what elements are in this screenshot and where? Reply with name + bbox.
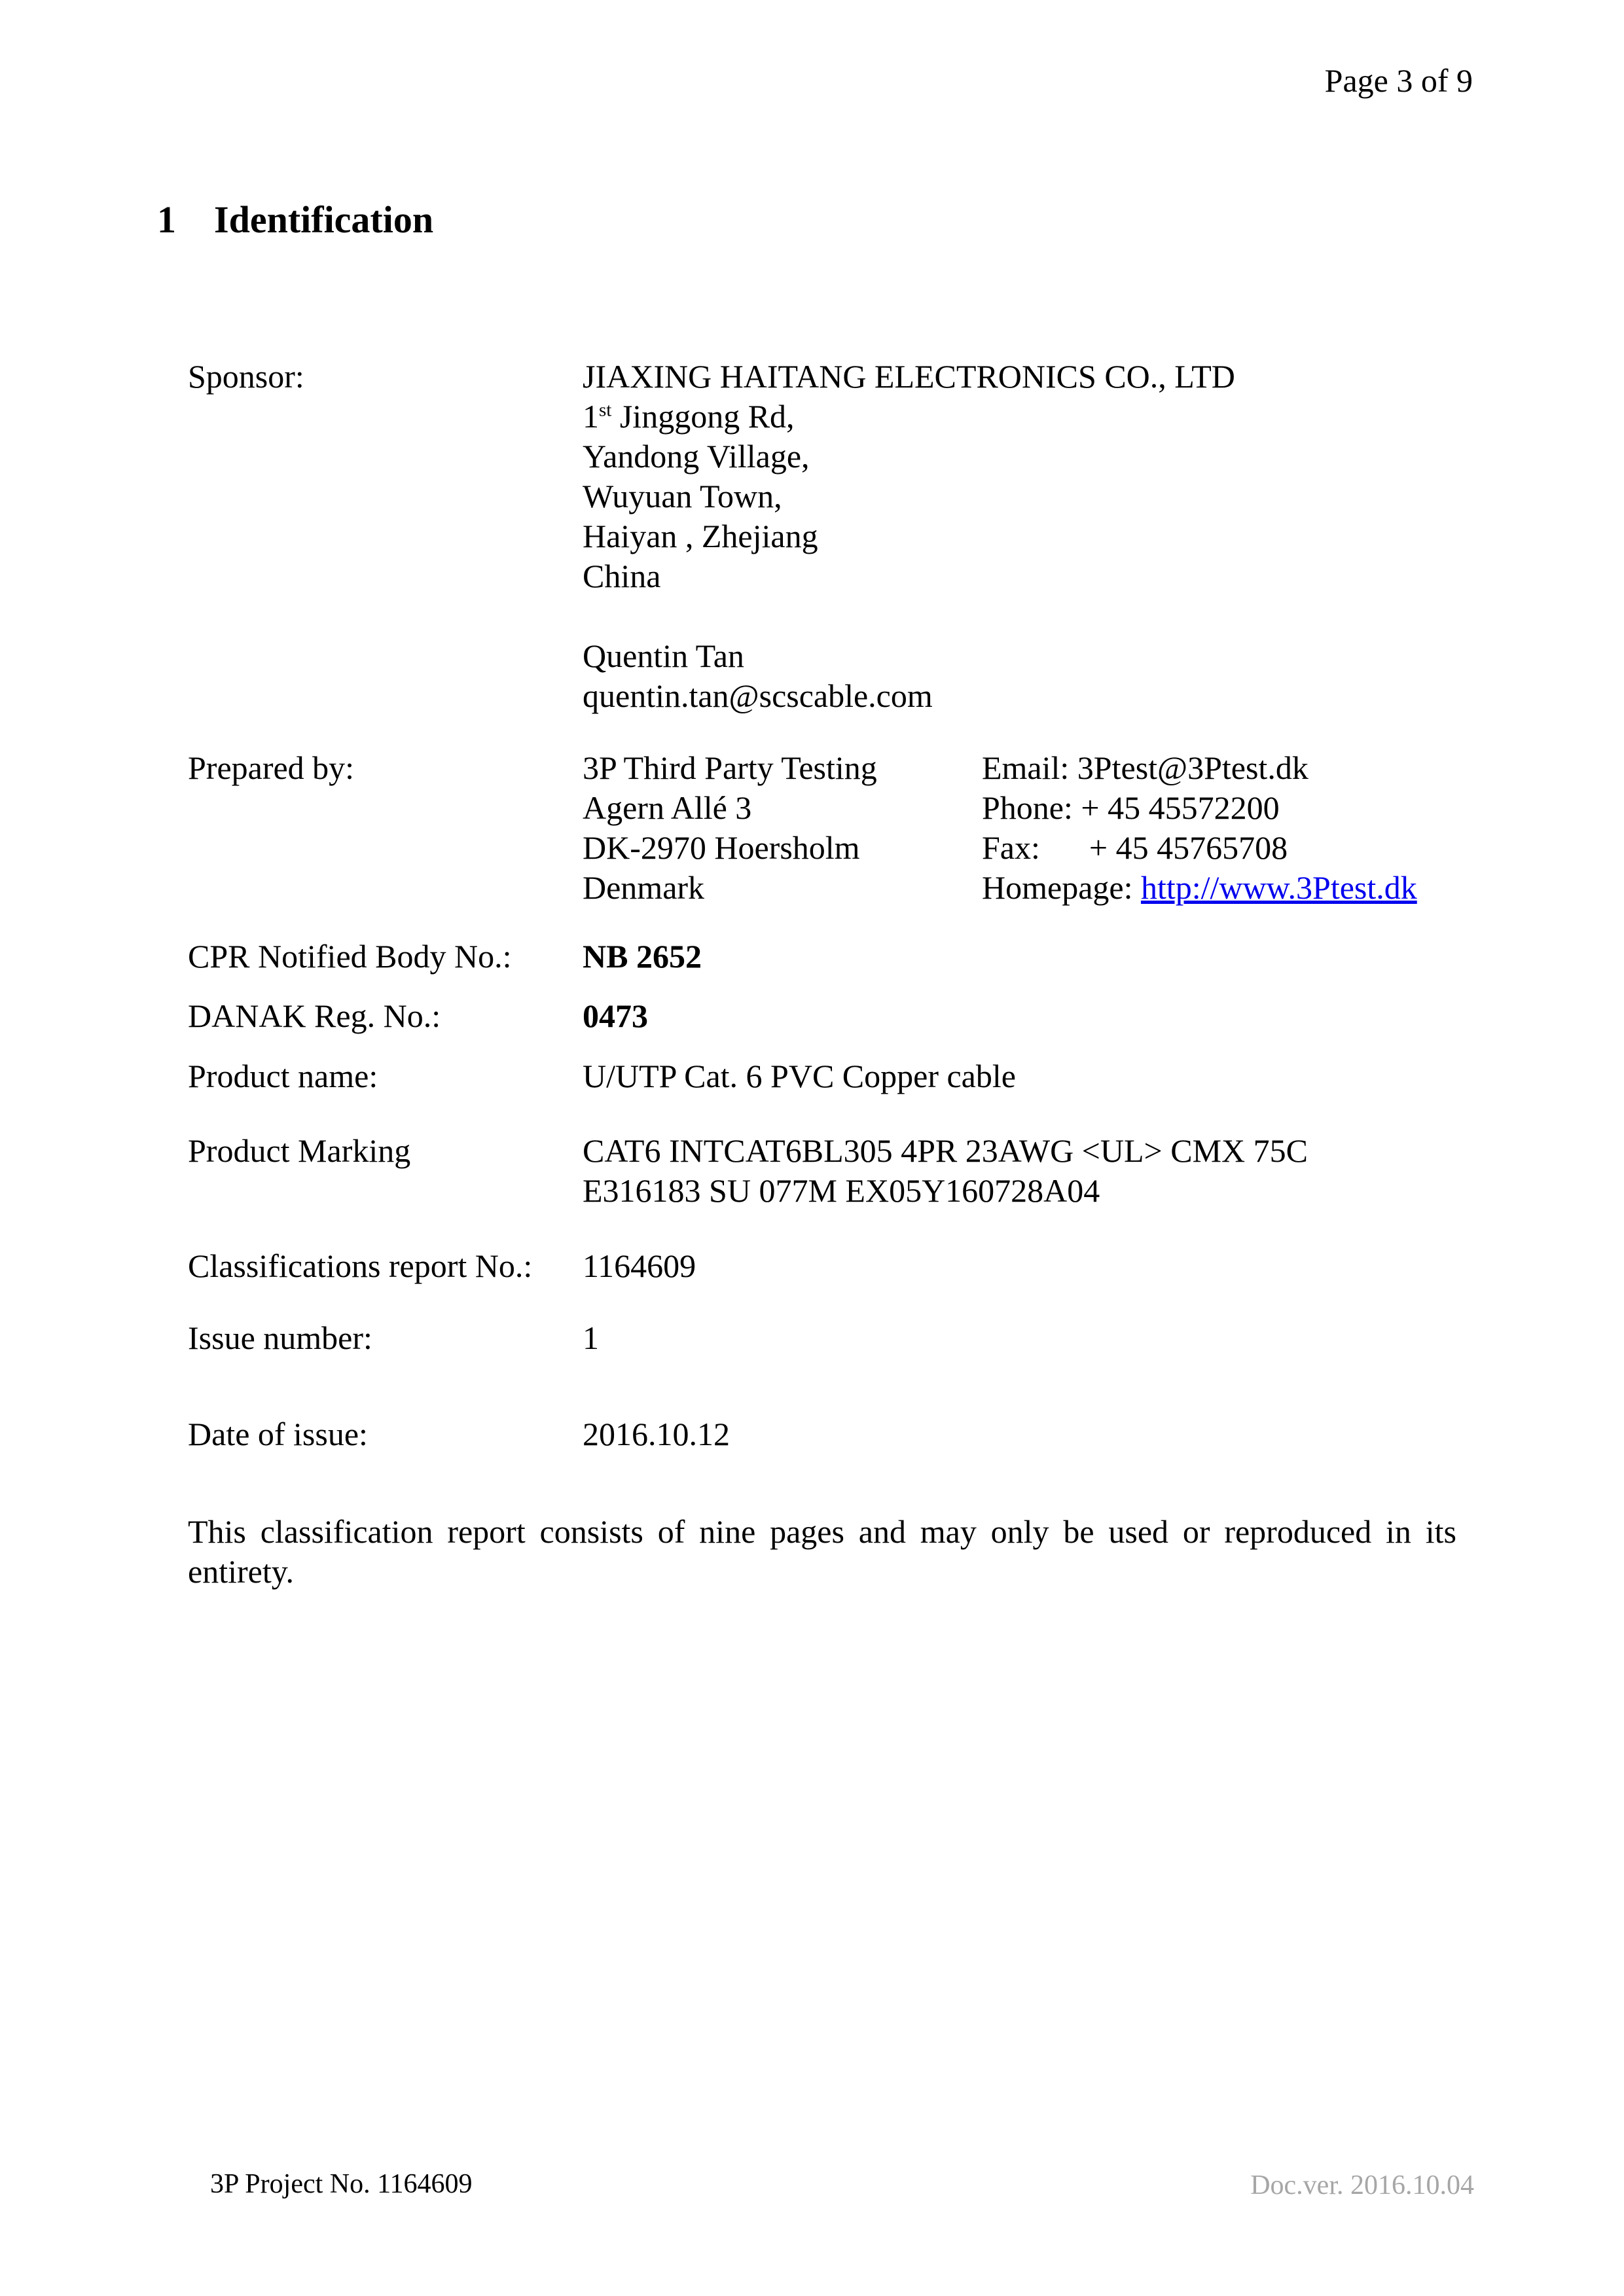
street-number: 1: [583, 398, 599, 435]
prepared-by-org: 3P Third Party Testing: [583, 749, 877, 786]
product-marking-label: Product Marking: [188, 1132, 411, 1169]
page-number: Page 3 of 9: [1324, 62, 1473, 99]
sponsor-address-line2: Yandong Village,: [583, 438, 810, 475]
sponsor-address-line4: Haiyan , Zhejiang: [583, 518, 818, 554]
prepared-by-value: [583, 748, 1456, 908]
date-of-issue-row: [188, 1414, 1456, 1454]
footer-project-number: 3P Project No. 1164609: [210, 2169, 473, 2199]
cpr-notified-body-label: CPR Notified Body No.:: [188, 938, 512, 975]
street-name: Jinggong Rd,: [611, 398, 795, 435]
issue-number-row: [188, 1318, 1456, 1358]
sponsor-company: JIAXING HAITANG ELECTRONICS CO., LTD: [583, 358, 1235, 395]
section-number: 1: [157, 198, 176, 241]
prepared-by-homepage: [982, 868, 1456, 908]
prepared-by-contact: [982, 748, 1456, 908]
identification-section: [188, 357, 1456, 1592]
prepared-by-address: [583, 748, 982, 908]
section-heading: [157, 200, 433, 240]
sponsor-address-line5: China: [583, 558, 661, 594]
classifications-report-label: Classifications report No.:: [188, 1247, 533, 1284]
prepared-by-phone: Phone: + 45 45572200: [982, 789, 1280, 826]
sponsor-label: Sponsor:: [188, 358, 304, 395]
sponsor-row: [188, 357, 1456, 716]
street-ordinal-suffix: st: [599, 399, 612, 421]
prepared-by-label: Prepared by:: [188, 749, 355, 786]
danak-reg-row: [188, 996, 1456, 1036]
prepared-by-street: Agern Allé 3: [583, 789, 752, 826]
footer-doc-version: Doc.ver. 2016.10.04: [1250, 2170, 1474, 2200]
issue-number-label: Issue number:: [188, 1319, 372, 1356]
product-name-value: U/UTP Cat. 6 PVC Copper cable: [583, 1058, 1016, 1094]
product-marking-row: [188, 1131, 1456, 1211]
issue-number-value: 1: [583, 1319, 599, 1356]
cpr-notified-body-row: [188, 937, 1456, 977]
product-marking-value: [583, 1131, 1456, 1211]
prepared-by-row: [188, 748, 1456, 908]
entirety-note: This classification report consists of nine pages and may only be used or reproduced in its entirety.: [188, 1513, 1456, 1590]
danak-reg-value: 0473: [583, 997, 648, 1034]
danak-reg-label: DANAK Reg. No.:: [188, 997, 441, 1034]
prepared-by-fax: Fax: + 45 45765708: [982, 829, 1288, 866]
prepared-by-country: Denmark: [583, 869, 705, 906]
product-marking-line1: CAT6 INTCAT6BL305 4PR 23AWG <UL> CMX 75C: [583, 1132, 1308, 1169]
classifications-report-row: [188, 1246, 1456, 1286]
homepage-link[interactable]: http://www.3Ptest.dk: [1140, 869, 1417, 906]
homepage-label: Homepage:: [982, 869, 1141, 906]
section-title: Identification: [214, 198, 434, 241]
product-name-row: [188, 1056, 1456, 1096]
sponsor-value: [583, 357, 1456, 716]
date-of-issue-value: 2016.10.12: [583, 1416, 730, 1452]
product-name-label: Product name:: [188, 1058, 378, 1094]
sponsor-address-line3: Wuyuan Town,: [583, 478, 782, 514]
sponsor-contact-name: Quentin Tan: [583, 637, 744, 674]
cpr-notified-body-value: NB 2652: [583, 938, 702, 975]
date-of-issue-label: Date of issue:: [188, 1416, 368, 1452]
prepared-by-email: Email: 3Ptest@3Ptest.dk: [982, 749, 1308, 786]
sponsor-address-line1: [583, 397, 1456, 437]
product-marking-line2: E316183 SU 077M EX05Y160728A04: [583, 1172, 1100, 1209]
classifications-report-value: 1164609: [583, 1247, 696, 1284]
sponsor-contact-email: quentin.tan@scscable.com: [583, 677, 933, 714]
prepared-by-city: DK-2970 Hoersholm: [583, 829, 860, 866]
